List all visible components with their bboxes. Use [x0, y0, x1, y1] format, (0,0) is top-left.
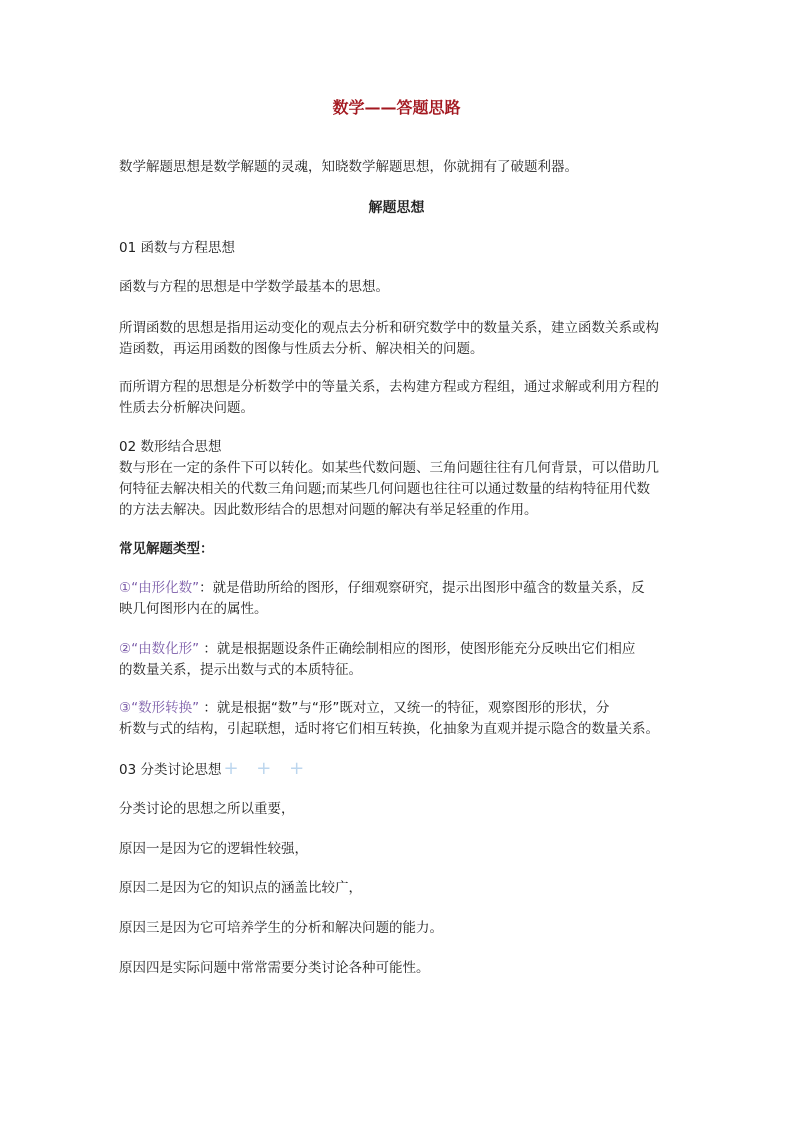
s02-paragraph-1	[119, 458, 675, 521]
section-title: 解题思想	[368, 200, 425, 216]
document-title: 数学——答题思路	[332, 98, 461, 117]
heading-03-row	[119, 758, 675, 781]
types-heading: 常见解题类型：	[119, 541, 214, 557]
s02-paragraph-1-line-3: 的方法去解决。因此数形结合的思想对问题的解决有举足轻重的作用。	[119, 502, 538, 518]
type-item-2-line-2: 的数量关系，提示出数与式的本质特征。	[119, 662, 362, 678]
type-item-1	[119, 578, 675, 620]
s02-paragraph-1-line-2: 何特征去解决相关的代数三角问题;而某些几何问题也往往可以通过数量的结构特征用代数	[119, 481, 651, 497]
type-item-3-line-2: 析数与式的结构，引起联想，适时将它们相互转换，化抽象为直观并提示隐含的数量关系。	[119, 721, 659, 737]
type-item-2-line-1: ：就是根据题设条件正确绘制相应的图形，使图形能充分反映出它们相应	[199, 641, 636, 657]
s01-paragraph-3	[119, 377, 675, 419]
type-item-3-line-1: ：就是根据“数”与“形”既对立，又统一的特征，观察图形的形状，分	[199, 700, 610, 716]
s01-paragraph-1: 函数与方程的思想是中学数学最基本的思想。	[119, 279, 389, 295]
s01-paragraph-2-line-2: 造函数，再运用函数的图像与性质去分析、解决相关的问题。	[119, 341, 484, 357]
s02-paragraph-1-line-1: 数与形在一定的条件下可以转化。如某些代数问题、三角问题往往有几何背景，可以借助几	[119, 460, 659, 476]
reason-2: 原因二是因为它的知识点的涵盖比较广，	[119, 880, 362, 896]
type-item-1-line-1: ：就是借助所给的图形，仔细观察研究，提示出图形中蕴含的数量关系，反	[199, 580, 645, 596]
s01-paragraph-2	[119, 318, 675, 360]
s01-paragraph-2-line-1: 所谓函数的思想是指用运动变化的观点去分析和研究数学中的数量关系，建立函数关系或构	[119, 320, 659, 336]
s01-paragraph-3-line-1: 而所谓方程的思想是分析数学中的等量关系，去构建方程或方程组，通过求解或利用方程的	[119, 379, 659, 395]
heading-03: 03 分类讨论思想	[119, 762, 222, 778]
type-item-3	[119, 698, 675, 740]
reason-3: 原因三是因为它可培养学生的分析和解决问题的能力。	[119, 920, 443, 936]
intro-paragraph: 数学解题思想是数学解题的灵魂，知晓数学解题思想，你就拥有了破题利器。	[119, 159, 578, 175]
type-item-1-label: ①“由形化数”	[119, 580, 200, 596]
s03-paragraph-1: 分类讨论的思想之所以重要，	[119, 801, 295, 817]
heading-02: 02 数形结合思想	[119, 439, 222, 455]
reason-4: 原因四是实际问题中常常需要分类讨论各种可能性。	[119, 960, 430, 976]
type-item-1-line-2: 映几何图形内在的属性。	[119, 601, 268, 617]
type-item-2-label: ②“由数化形”	[119, 641, 200, 657]
s01-paragraph-3-line-2: 性质去分析解决问题。	[119, 400, 254, 416]
heading-01: 01 函数与方程思想	[119, 240, 235, 256]
type-item-2	[119, 639, 675, 681]
type-item-3-label: ③“数形转换”	[119, 700, 200, 716]
plus-decoration-icon: + + +	[223, 758, 311, 779]
reason-1: 原因一是因为它的逻辑性较强，	[119, 841, 308, 857]
